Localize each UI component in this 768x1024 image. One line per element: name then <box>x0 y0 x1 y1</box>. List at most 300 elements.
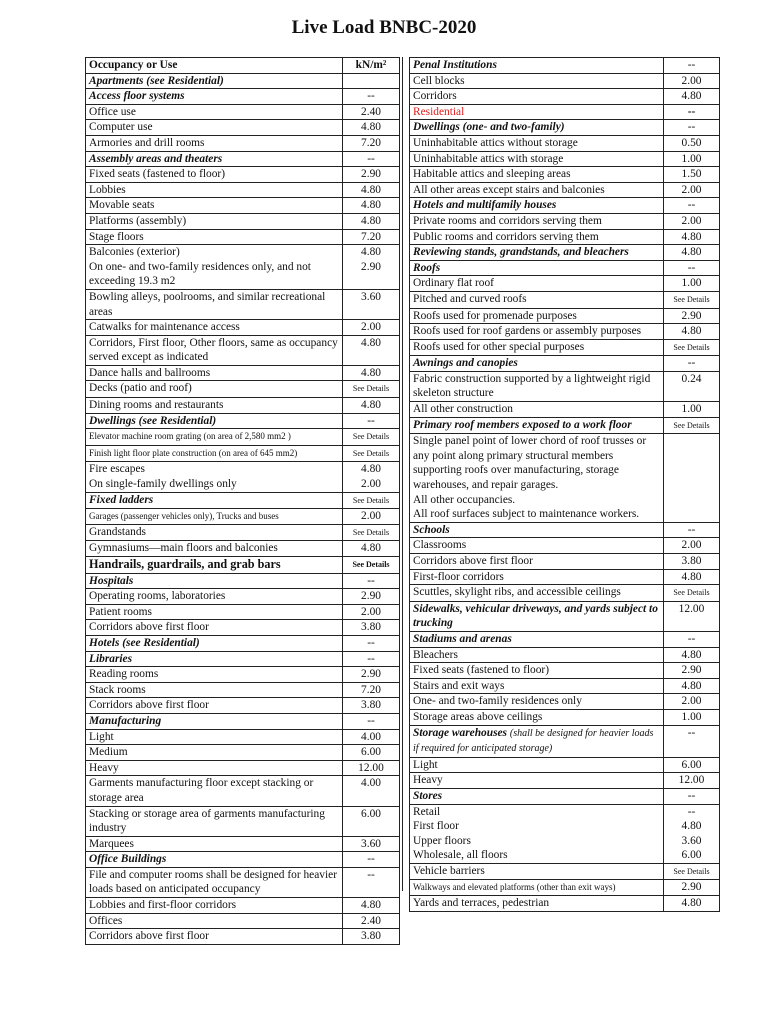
occupancy-label: Platforms (assembly) <box>89 214 187 227</box>
occupancy-cell <box>410 788 664 804</box>
right-load-table <box>409 57 720 912</box>
occupancy-label: Stack rooms <box>89 683 146 696</box>
load-value <box>664 417 720 434</box>
load-value <box>343 413 400 429</box>
load-value-text: -- <box>687 121 696 134</box>
load-value <box>343 104 400 120</box>
load-value-text: -- <box>687 199 696 212</box>
load-value-text: 4.80 <box>681 648 702 661</box>
table-row <box>86 320 400 336</box>
table-row <box>410 896 720 912</box>
load-value-text: 4.80 <box>361 366 381 379</box>
table-row <box>86 365 400 381</box>
table-row <box>410 804 720 863</box>
load-value <box>343 198 400 214</box>
occupancy-label: Heavy <box>89 761 119 774</box>
table-row <box>86 667 400 683</box>
occupancy-label: Garages (passenger vehicles only), Trucks and buses <box>89 511 279 522</box>
occupancy-label: Light <box>89 730 114 743</box>
table-row <box>410 663 720 679</box>
occupancy-cell <box>86 667 343 683</box>
occupancy-label: Light <box>413 758 438 771</box>
table-row <box>86 492 400 509</box>
occupancy-cell <box>86 524 343 541</box>
load-value-text: 0.24 <box>681 372 702 385</box>
table-row <box>410 554 720 570</box>
load-value-text: 2.00 <box>681 695 702 708</box>
load-value-text: -- <box>687 726 696 739</box>
table-row <box>410 863 720 880</box>
occupancy-label: Schools <box>413 523 450 536</box>
occupancy-cell <box>410 213 664 229</box>
load-value-text: See Details <box>352 527 390 537</box>
load-value-text: 4.80 <box>681 325 702 338</box>
load-value <box>343 651 400 667</box>
load-value-text: 2.00 <box>361 510 381 523</box>
occupancy-label: Awnings and canopies <box>413 357 518 370</box>
load-value-text: 7.20 <box>361 136 381 149</box>
table-row <box>86 229 400 245</box>
table-row <box>410 308 720 324</box>
page-title: Live Load BNBC-2020 <box>291 17 477 38</box>
table-row <box>86 398 400 414</box>
load-value <box>664 663 720 679</box>
load-value-text: 2.00 <box>681 74 702 87</box>
load-value <box>664 120 720 136</box>
load-value <box>664 229 720 245</box>
load-value <box>664 585 720 602</box>
load-value <box>664 804 720 863</box>
load-value-text: 1.00 <box>681 152 702 165</box>
occupancy-label: Roofs <box>413 261 441 274</box>
load-value <box>343 667 400 683</box>
table-row <box>410 569 720 585</box>
load-value <box>664 569 720 585</box>
load-value <box>343 462 400 492</box>
occupancy-cell <box>86 492 343 509</box>
load-value-text: See Details <box>352 560 390 569</box>
load-value-text: 4.80 <box>361 121 381 134</box>
table-row <box>86 836 400 852</box>
occupancy-cell <box>86 58 343 74</box>
load-value <box>664 863 720 880</box>
table-row <box>86 620 400 636</box>
load-value <box>664 339 720 356</box>
load-value <box>343 213 400 229</box>
occupancy-cell <box>410 417 664 434</box>
occupancy-cell <box>86 381 343 398</box>
load-value-text: 4.80 <box>361 399 381 412</box>
occupancy-cell <box>86 398 343 414</box>
occupancy-label: Stage floors <box>89 230 144 243</box>
occupancy-label: Offices <box>89 914 123 927</box>
table-row <box>410 757 720 773</box>
load-value-text: 2.40 <box>361 105 381 118</box>
load-value-text: 2.90 <box>681 881 702 894</box>
occupancy-label: Dwellings (see Residential) <box>89 414 217 427</box>
table-row <box>86 698 400 714</box>
occupancy-cell <box>410 554 664 570</box>
load-value-text: -- <box>367 868 375 881</box>
load-value <box>664 356 720 372</box>
table-row <box>410 276 720 292</box>
occupancy-label: Heavy <box>413 774 443 787</box>
table-row <box>410 725 720 757</box>
table-row <box>86 557 400 574</box>
occupancy-cell <box>410 804 664 863</box>
load-value <box>664 213 720 229</box>
occupancy-cell <box>410 245 664 261</box>
occupancy-cell <box>86 729 343 745</box>
occupancy-label: Cell blocks <box>413 74 465 87</box>
load-value <box>343 58 400 74</box>
load-value-text: -- 4.80 3.60 6.00 <box>681 805 702 862</box>
load-value <box>343 698 400 714</box>
load-value-text: 3.60 <box>361 837 381 850</box>
load-value-text: 3.80 <box>361 621 381 634</box>
occupancy-cell <box>410 434 664 523</box>
occupancy-cell <box>86 413 343 429</box>
load-value <box>343 713 400 729</box>
table-row <box>86 729 400 745</box>
table-row <box>410 788 720 804</box>
table-row <box>410 104 720 120</box>
occupancy-cell <box>86 151 343 167</box>
table-row <box>410 880 720 896</box>
load-value-text: 4.80 <box>681 570 702 583</box>
occupancy-label: Lobbies <box>89 183 126 196</box>
occupancy-cell <box>410 896 664 912</box>
table-row <box>410 402 720 418</box>
occupancy-cell <box>410 709 664 725</box>
load-value-text: kN/m² <box>355 59 387 71</box>
table-row <box>410 371 720 401</box>
load-value-text: 2.00 <box>681 183 702 196</box>
occupancy-label: Medium <box>89 746 128 759</box>
load-value <box>343 429 400 446</box>
occupancy-label: Dining rooms and restaurants <box>89 399 224 412</box>
load-value <box>664 151 720 167</box>
table-row <box>410 229 720 245</box>
load-value <box>343 589 400 605</box>
table-row <box>86 682 400 698</box>
occupancy-cell <box>410 631 664 647</box>
occupancy-cell <box>410 757 664 773</box>
table-row <box>410 291 720 308</box>
table-row <box>86 635 400 651</box>
occupancy-label: Fixed seats (fastened to floor) <box>413 664 550 677</box>
occupancy-cell <box>410 291 664 308</box>
occupancy-label: Fire escapes On single-family dwellings only <box>89 463 237 491</box>
occupancy-label: Corridors above first floor <box>413 555 533 567</box>
occupancy-cell <box>86 682 343 698</box>
load-value-text: 7.20 <box>361 683 381 696</box>
table-row <box>410 709 720 725</box>
load-value-text: 1.50 <box>681 168 702 181</box>
load-value-text: See Details <box>673 588 710 598</box>
load-value <box>664 709 720 725</box>
table-row <box>410 89 720 105</box>
load-value-text: -- <box>367 636 375 649</box>
load-value <box>664 601 720 631</box>
table-row <box>410 647 720 663</box>
occupancy-label: Sidewalks, vehicular driveways, and yards subject to trucking <box>413 602 658 630</box>
occupancy-cell <box>410 276 664 292</box>
load-value <box>664 631 720 647</box>
occupancy-cell <box>86 573 343 589</box>
occupancy-label: Roofs used for roof gardens or assembly purposes <box>413 325 642 338</box>
load-value <box>343 541 400 557</box>
load-value-text: 4.80 <box>681 230 702 243</box>
load-value <box>664 788 720 804</box>
load-value <box>664 276 720 292</box>
table-row <box>86 198 400 214</box>
occupancy-label: Computer use <box>89 121 153 134</box>
load-value <box>664 402 720 418</box>
load-value <box>343 776 400 806</box>
occupancy-label: Corridors <box>413 90 457 103</box>
occupancy-cell <box>410 694 664 710</box>
table-row <box>410 522 720 538</box>
occupancy-cell <box>86 120 343 136</box>
occupancy-cell <box>86 335 343 365</box>
occupancy-label: Storage warehouses <box>413 726 507 739</box>
load-value-text: -- <box>687 632 696 645</box>
load-value <box>664 58 720 74</box>
table-row <box>410 417 720 434</box>
occupancy-cell <box>410 569 664 585</box>
occupancy-cell <box>410 601 664 631</box>
load-value <box>343 398 400 414</box>
load-value <box>343 867 400 897</box>
table-row <box>86 213 400 229</box>
occupancy-cell <box>410 260 664 276</box>
table-row <box>86 120 400 136</box>
occupancy-cell <box>86 776 343 806</box>
occupancy-label: Libraries <box>89 652 133 665</box>
occupancy-cell <box>86 365 343 381</box>
occupancy-cell <box>86 651 343 667</box>
load-value-text: 1.00 <box>681 277 702 290</box>
occupancy-label: Stacking or storage area of garments manufacturing industry <box>89 807 325 835</box>
occupancy-cell <box>86 620 343 636</box>
load-value-text: 12.00 <box>678 774 705 787</box>
occupancy-cell <box>410 308 664 324</box>
occupancy-label: Corridors above first floor <box>89 621 209 634</box>
load-value-text: 4.00 <box>361 777 381 790</box>
load-value-text: 3.60 <box>361 290 381 303</box>
table-row <box>86 104 400 120</box>
occupancy-label: Office Buildings <box>89 853 167 866</box>
load-value-text: 4.80 <box>361 542 381 555</box>
table-row <box>86 541 400 557</box>
occupancy-label: Penal Institutions <box>413 59 497 71</box>
table-row <box>86 713 400 729</box>
occupancy-label: Fixed seats (fastened to floor) <box>89 168 226 181</box>
load-value-text: 3.80 <box>361 930 381 943</box>
table-row <box>86 898 400 914</box>
table-row <box>410 73 720 89</box>
table-row <box>86 462 400 492</box>
occupancy-cell <box>410 538 664 554</box>
occupancy-label: Roofs used for other special purposes <box>413 340 585 353</box>
occupancy-cell <box>86 229 343 245</box>
load-value-text: 2.00 <box>361 321 381 334</box>
load-value <box>343 381 400 398</box>
table-row <box>86 135 400 151</box>
load-value <box>664 324 720 340</box>
load-value <box>664 308 720 324</box>
occupancy-cell <box>86 898 343 914</box>
occupancy-label: Walkways and elevated platforms (other than exit ways) <box>413 882 616 893</box>
table-row <box>410 182 720 198</box>
load-value-text: 4.80 <box>681 246 702 259</box>
load-value-text: -- <box>367 152 375 165</box>
table-row <box>86 73 400 89</box>
occupancy-label: Catwalks for maintenance access <box>89 321 240 334</box>
load-value-text: 0.50 <box>681 136 702 149</box>
load-value-text: See Details <box>673 420 710 430</box>
occupancy-label: Single panel point of lower chord of roof trusses or any point along primary structural members supporting roofs over manufacturing, storage warehouses, and repair garages. All other occupancies. All roof surfaces subject to maintenance workers. <box>413 435 647 521</box>
occupancy-label: Ordinary flat roof <box>413 277 494 290</box>
load-value <box>664 260 720 276</box>
load-value <box>343 524 400 541</box>
load-value <box>664 773 720 789</box>
table-row <box>410 135 720 151</box>
occupancy-label: Scuttles, skylight ribs, and accessible ceilings <box>413 586 621 599</box>
load-value <box>343 167 400 183</box>
occupancy-cell <box>86 604 343 620</box>
load-value-text: 6.00 <box>361 807 381 820</box>
load-value-text: 6.00 <box>361 746 381 759</box>
load-value-text: See Details <box>352 432 390 442</box>
load-value <box>343 229 400 245</box>
load-value <box>343 929 400 945</box>
load-value-text: 3.80 <box>681 555 702 567</box>
table-row <box>86 745 400 761</box>
occupancy-cell <box>410 880 664 896</box>
load-value-text: 1.00 <box>681 710 702 723</box>
occupancy-label: Bowling alleys, poolrooms, and similar recreational areas <box>89 290 326 318</box>
load-value <box>664 694 720 710</box>
table-row <box>410 631 720 647</box>
load-value-text: 4.80 <box>361 336 381 349</box>
load-value-text: 4.00 <box>361 730 381 743</box>
load-value <box>664 245 720 261</box>
occupancy-label: Classrooms <box>413 539 467 552</box>
load-value-text: 6.00 <box>681 758 702 771</box>
occupancy-cell <box>86 852 343 868</box>
occupancy-cell <box>410 104 664 120</box>
load-value-text: 7.20 <box>361 230 381 243</box>
table-row <box>86 573 400 589</box>
occupancy-cell <box>86 289 343 319</box>
occupancy-cell <box>86 836 343 852</box>
load-value-text: 4.80 <box>681 90 702 103</box>
occupancy-cell <box>86 104 343 120</box>
occupancy-label: Movable seats <box>89 199 155 212</box>
table-row <box>86 806 400 836</box>
load-value <box>664 291 720 308</box>
table-row <box>410 198 720 214</box>
occupancy-label: Marquees <box>89 837 134 850</box>
load-value <box>664 434 720 523</box>
occupancy-label: All other construction <box>413 403 513 416</box>
load-value <box>343 573 400 589</box>
load-value-text: 2.90 <box>681 309 702 322</box>
occupancy-label: Stairs and exit ways <box>413 679 505 692</box>
table-row <box>410 694 720 710</box>
load-value <box>343 729 400 745</box>
occupancy-label: Grandstands <box>89 525 146 538</box>
load-value <box>343 289 400 319</box>
table-row <box>86 929 400 945</box>
load-value-text: 12.00 <box>678 602 705 615</box>
occupancy-cell <box>410 725 664 757</box>
occupancy-cell <box>410 663 664 679</box>
occupancy-cell <box>410 863 664 880</box>
occupancy-cell <box>86 445 343 462</box>
table-row <box>86 182 400 198</box>
occupancy-label: Dance halls and ballrooms <box>89 366 211 379</box>
occupancy-cell <box>86 198 343 214</box>
occupancy-label: Office use <box>89 105 136 118</box>
occupancy-cell <box>86 89 343 105</box>
load-value <box>664 538 720 554</box>
load-value <box>343 135 400 151</box>
occupancy-cell <box>410 339 664 356</box>
occupancy-label: Corridors above first floor <box>89 930 209 943</box>
occupancy-label: Decks (patio and roof) <box>89 382 192 395</box>
occupancy-label: Hotels (see Residential) <box>89 636 200 649</box>
occupancy-cell <box>86 73 343 89</box>
left-load-table <box>85 57 400 945</box>
occupancy-cell <box>86 429 343 446</box>
table-row <box>410 167 720 183</box>
load-value-text: 2.00 <box>681 214 702 227</box>
occupancy-label: Patient rooms <box>89 605 152 618</box>
occupancy-label: Uninhabitable attics without storage <box>413 136 578 149</box>
load-value-text: 2.40 <box>361 914 381 927</box>
load-value <box>343 635 400 651</box>
load-value <box>343 120 400 136</box>
occupancy-cell <box>86 713 343 729</box>
table-row <box>86 89 400 105</box>
load-value <box>343 492 400 509</box>
occupancy-label: Stores <box>413 789 443 802</box>
table-row <box>86 381 400 398</box>
load-value <box>343 898 400 914</box>
occupancy-cell <box>86 913 343 929</box>
occupancy-label: Dwellings (one- and two-family) <box>413 121 565 134</box>
load-value <box>343 320 400 336</box>
occupancy-cell <box>86 806 343 836</box>
table-row <box>86 524 400 541</box>
table-row <box>86 429 400 446</box>
load-value-text: 4.80 <box>681 897 702 910</box>
load-value-text: 4.80 <box>681 679 702 692</box>
occupancy-cell <box>410 773 664 789</box>
load-value-text: -- <box>687 523 696 536</box>
occupancy-label: Armories and drill rooms <box>89 136 205 149</box>
load-value <box>664 896 720 912</box>
load-value <box>343 745 400 761</box>
load-value <box>343 760 400 776</box>
occupancy-label: Stadiums and arenas <box>413 632 512 645</box>
table-row <box>410 773 720 789</box>
table-row <box>410 585 720 602</box>
occupancy-label: Gymnasiums—main floors and balconies <box>89 542 278 555</box>
